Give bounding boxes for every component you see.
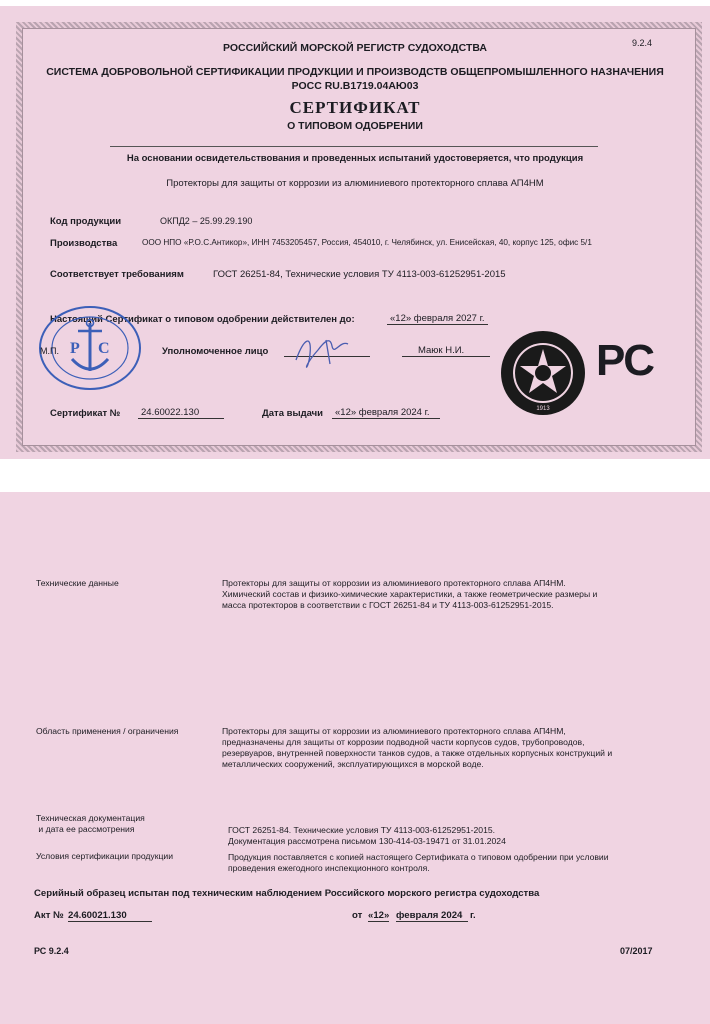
requirements-value: ГОСТ 26251-84, Технические условия ТУ 4113-003-61252951-2015: [213, 269, 506, 280]
product-name: Протекторы для защиты от коррозии из алюминиевого протекторного сплава АП4НМ: [166, 178, 544, 189]
issue-date-value: «12» февраля 2024 г.: [332, 407, 440, 419]
certificate-title: СЕРТИФИКАТ: [289, 98, 421, 117]
signature-icon: [290, 330, 360, 370]
svg-text:С: С: [98, 340, 110, 357]
rs-logo: РС: [596, 336, 655, 385]
form-number: 9.2.4: [631, 38, 652, 48]
footer-date: 07/2017: [620, 946, 653, 956]
registry-name: РОССИЙСКИЙ МОРСКОЙ РЕГИСТР СУДОХОДСТВА: [222, 42, 488, 54]
certificate-subtitle: О ТИПОВОМ ОДОБРЕНИИ: [287, 120, 423, 132]
seal-place-mark: М.П.: [40, 346, 59, 356]
validity-value: «12» февраля 2027 г.: [387, 313, 488, 325]
conditions-label: Условия сертификации продукции: [36, 851, 174, 861]
product-code-value: ОКПД2 – 25.99.29.190: [160, 216, 253, 226]
authorized-person-label: Уполномоченное лицо: [162, 346, 269, 357]
certificate-number-label: Сертификат №: [50, 408, 121, 419]
tech-data-text: Протекторы для защиты от коррозии из алюминиевого протекторного сплава АП4НМ. Химический состав и физико-химические характеристики, а также геометрические размеры и масса протекторов в соответствии с ГОСТ 26251-84 и ТУ 4113-003-61252951-2015.: [222, 578, 598, 610]
act-number: 24.60021.130: [68, 910, 152, 922]
act-date-day: «12»: [368, 910, 390, 921]
title-divider: [110, 146, 598, 147]
system-code: РОСС RU.B1719.04АЮ03: [291, 80, 419, 92]
certification-system: СИСТЕМА ДОБРОВОЛЬНОЙ СЕРТИФИКАЦИИ ПРОДУКЦИИ И ПРОИЗВОДСТВ ОБЩЕПРОМЫШЛЕННОГО НАЗНАЧЕНИЯ: [46, 66, 664, 78]
validity-label: Настоящий Сертификат о типовом одобрении действителен до:: [50, 314, 355, 325]
act-label: Акт №: [34, 910, 64, 921]
product-code-label: Код продукции: [50, 216, 122, 227]
act-date-month: февраля 2024: [396, 910, 468, 922]
act-date-year-suffix: г.: [470, 910, 476, 921]
act-date-from: от: [352, 910, 363, 921]
manufacturer-value: ООО НПО «Р.О.С.Антикор», ИНН 7453205457, Россия, 454010, г. Челябинск, ул. Енисейская, 40, корпус 125, офис 5/1: [142, 238, 592, 247]
manufacturer-label: Производства: [50, 238, 118, 249]
tech-data-label: Технические данные: [36, 578, 119, 588]
scope-text: Протекторы для защиты от коррозии из алюминиевого протекторного сплава АП4НМ, предназначены для защиты от коррозии подводной части корпусов судов, трубопроводов, резервуаров, внутренней поверхности танков судов, а также отдельных корпусных конструкций и металлических сооружений, эксплуатирующихся в морской воде.: [222, 726, 613, 769]
name-line: [402, 356, 490, 357]
certificate-number-value: 24.60022.130: [138, 407, 224, 419]
serial-statement: Серийный образец испытан под техническим наблюдением Российского морского регистра судоходства: [34, 888, 540, 899]
scope-label: Область применения / ограничения: [36, 726, 179, 736]
basis-statement: На основании освидетельствования и проведенных испытаний удостоверяется, что продукция: [126, 153, 584, 164]
footer-form-code: РС 9.2.4: [34, 946, 69, 956]
requirements-label: Соответствует требованиям: [50, 269, 184, 280]
docs-label: Техническая документация и дата ее рассмотрения: [36, 813, 145, 834]
issue-date-label: Дата выдачи: [262, 408, 324, 419]
svg-text:Р: Р: [70, 340, 80, 357]
seal-year: 1913: [536, 406, 550, 412]
docs-text: ГОСТ 26251-84. Технические условия ТУ 4113-003-61252951-2015. Документация рассмотрена письмом 130-414-03-19471 от 31.01.2024: [228, 825, 506, 846]
authorized-person-name: Маюк Н.И.: [418, 345, 465, 356]
conditions-text: Продукция поставляется с копией настоящего Сертификата о типовом одобрении при условии проведения ежегодного инспекционного контроля.: [228, 852, 609, 873]
registry-seal-icon: [500, 330, 586, 416]
